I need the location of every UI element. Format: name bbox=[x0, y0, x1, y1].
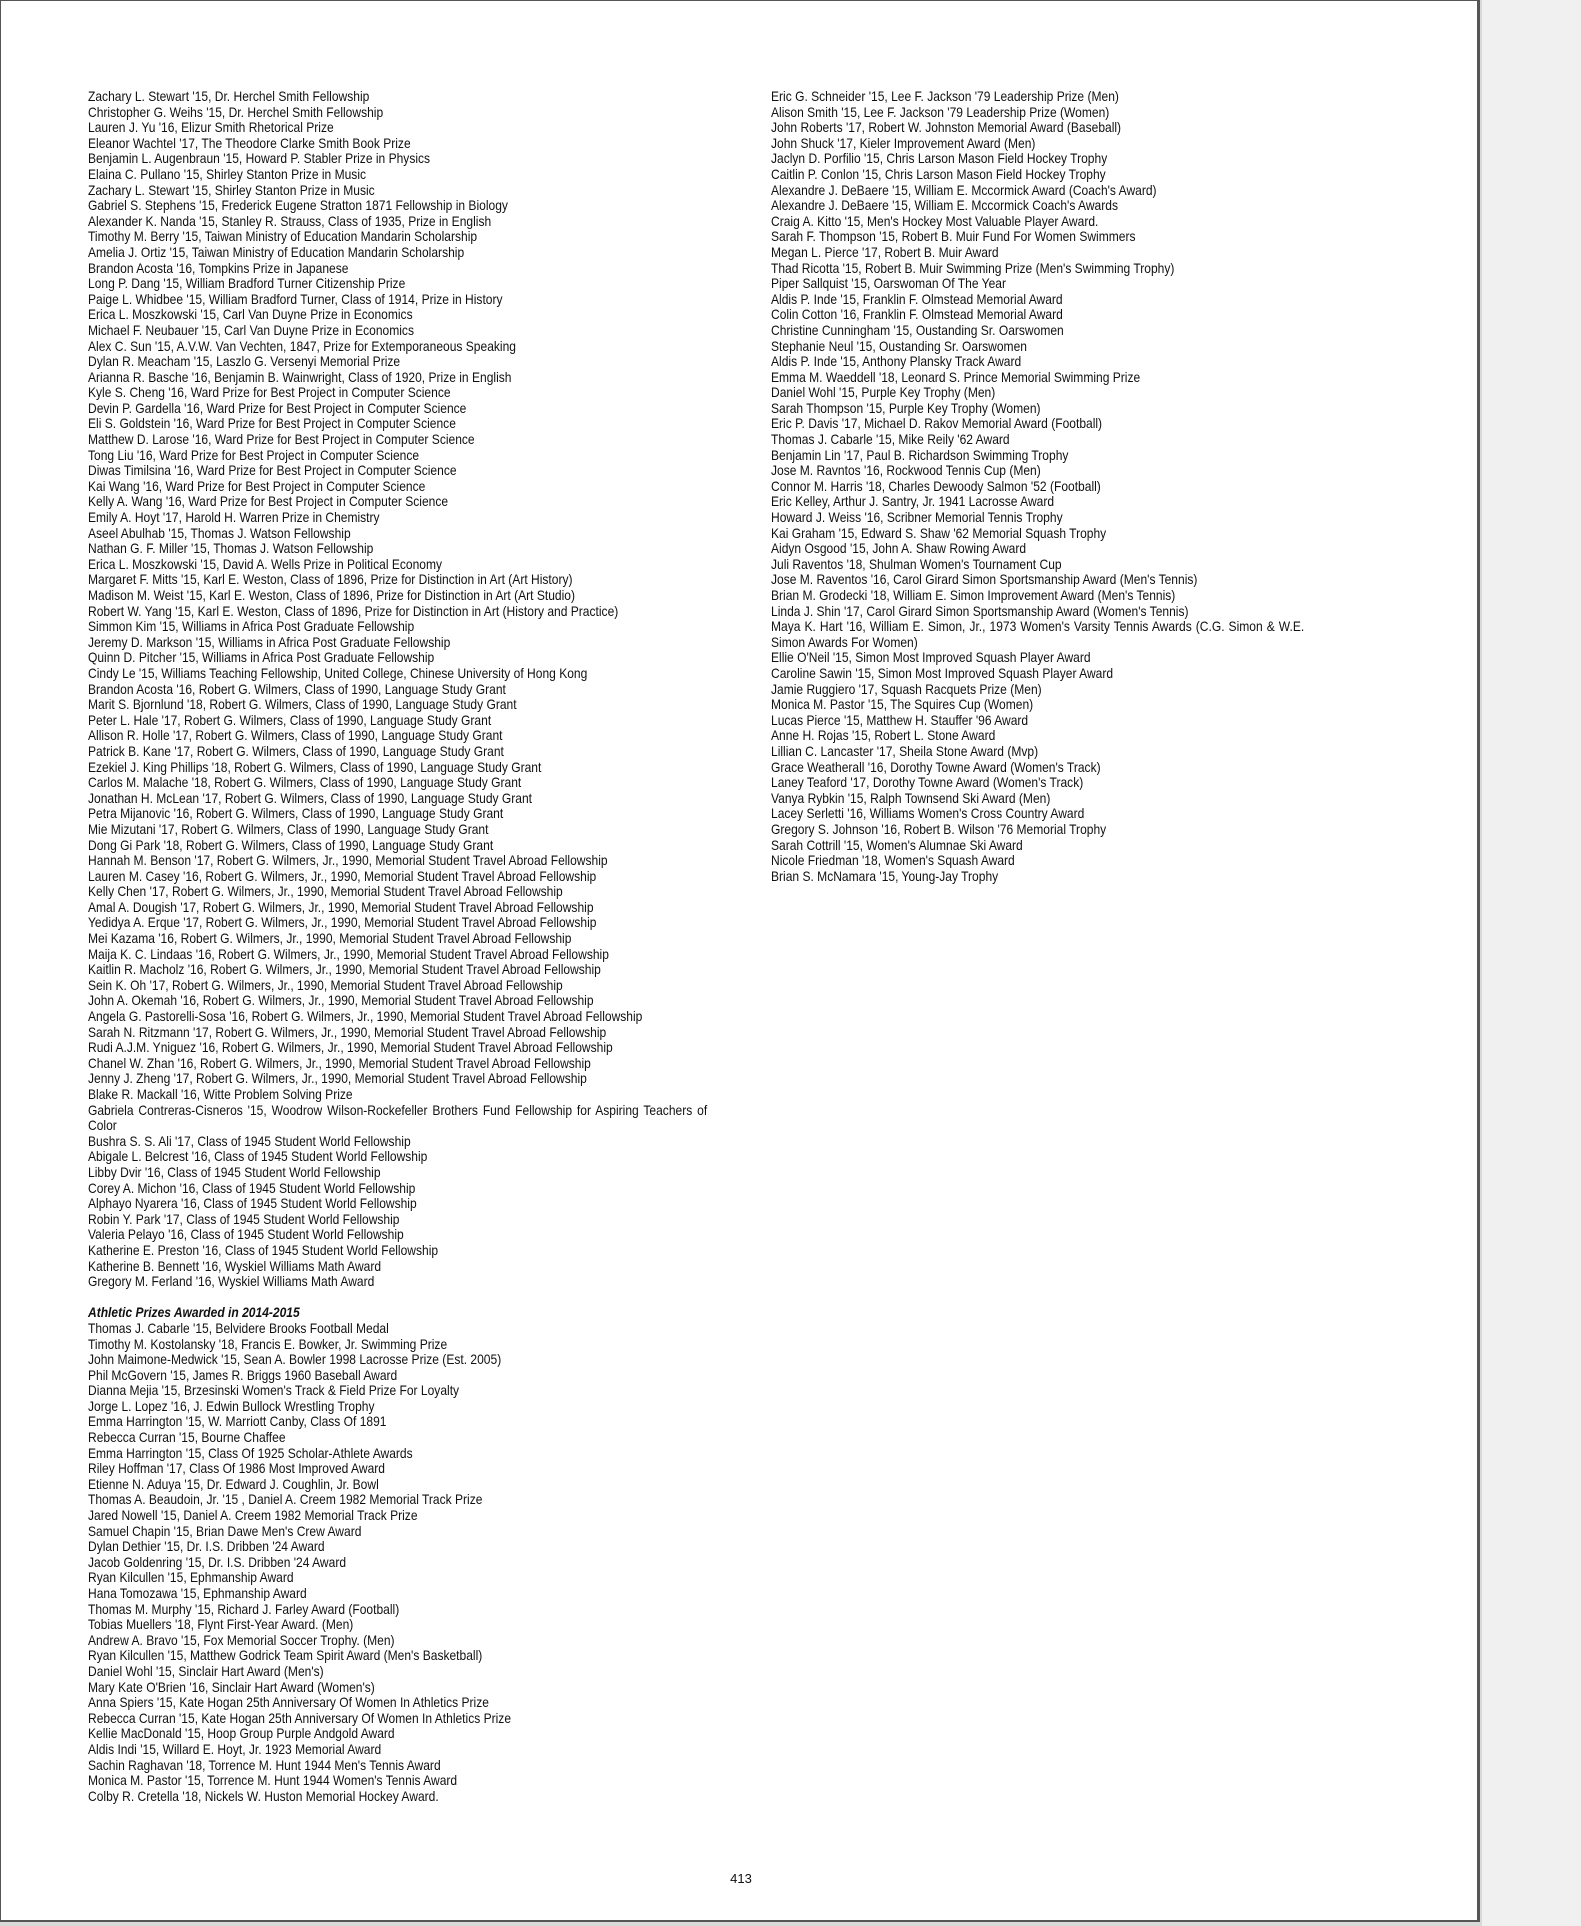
list-item: Rebecca Curran '15, Bourne Chaffee bbox=[88, 1429, 286, 1446]
list-item: Jaclyn D. Porfilio '15, Chris Larson Mason Field Hockey Trophy bbox=[771, 150, 1108, 167]
list-item: Lucas Pierce '15, Matthew H. Stauffer '96 Award bbox=[771, 711, 1029, 728]
list-item: Madison M. Weist '15, Karl E. Weston, Class of 1896, Prize for Distinction in Art (Art Studio) bbox=[88, 587, 575, 603]
list-item: Brian S. McNamara '15, Young-Jay Trophy bbox=[771, 867, 999, 884]
list-item: Brian M. Grodecki '18, William E. Simon Improvement Award (Men's Tennis) bbox=[771, 587, 1176, 603]
list-item: Thomas M. Murphy '15, Richard J. Farley Award (Football) bbox=[88, 1600, 400, 1617]
list-item: Laney Teaford '17, Dorothy Towne Award (Women's Track) bbox=[771, 774, 1084, 791]
athletic-prizes-heading: Athletic Prizes Awarded in 2014-2015 bbox=[88, 1304, 300, 1321]
list-item: Tong Liu '16, Ward Prize for Best Project in Computer Science bbox=[88, 446, 420, 463]
list-item: Paige L. Whidbee '15, William Bradford Turner, Class of 1914, Prize in History bbox=[88, 290, 503, 307]
list-item: Thad Ricotta '15, Robert B. Muir Swimming Prize (Men's Swimming Trophy) bbox=[771, 259, 1175, 276]
list-item: Aldis P. Inde '15, Anthony Plansky Track Award bbox=[771, 353, 1022, 370]
list-item: John Shuck '17, Kieler Improvement Award (Men) bbox=[771, 134, 1036, 151]
list-item: Mei Kazama '16, Robert G. Wilmers, Jr., 1990, Memorial Student Travel Abroad Fellowship bbox=[88, 930, 572, 947]
list-item: Sarah Cottrill '15, Women's Alumnae Ski Award bbox=[771, 836, 1023, 853]
list-item: Allison R. Holle '17, Robert G. Wilmers, Class of 1990, Language Study Grant bbox=[88, 727, 503, 744]
list-item: Hana Tomozawa '15, Ephmanship Award bbox=[88, 1585, 307, 1601]
list-item: Eric G. Schneider '15, Lee F. Jackson '79 Leadership Prize (Men) bbox=[771, 88, 1119, 104]
list-item: Lauren M. Casey '16, Robert G. Wilmers, Jr., 1990, Memorial Student Travel Abroad Fellowship bbox=[88, 867, 597, 884]
list-item: John Roberts '17, Robert W. Johnston Memorial Award (Baseball) bbox=[771, 119, 1122, 136]
list-item: Thomas A. Beaudoin, Jr. '15 , Daniel A. Creem 1982 Memorial Track Prize bbox=[88, 1491, 483, 1508]
list-item: Zachary L. Stewart '15, Shirley Stanton Prize in Music bbox=[88, 181, 375, 198]
list-item: Gregory S. Johnson '16, Robert B. Wilson '76 Memorial Trophy bbox=[771, 820, 1107, 837]
list-item: Dylan R. Meacham '15, Laszlo G. Versenyi Memorial Prize bbox=[88, 353, 401, 370]
list-item: Gregory M. Ferland '16, Wyskiel Williams Math Award bbox=[88, 1273, 375, 1290]
list-item: Erica L. Moszkowski '15, David A. Wells Prize in Political Economy bbox=[88, 555, 443, 572]
list-item: Devin P. Gardella '16, Ward Prize for Best Project in Computer Science bbox=[88, 399, 467, 416]
list-item: Zachary L. Stewart '15, Dr. Herchel Smith Fellowship bbox=[88, 88, 370, 104]
list-item: Colin Cotton '16, Franklin F. Olmstead Memorial Award bbox=[771, 306, 1063, 323]
list-item: Kyle S. Cheng '16, Ward Prize for Best Project in Computer Science bbox=[88, 384, 451, 401]
list-item: Christopher G. Weihs '15, Dr. Herchel Smith Fellowship bbox=[88, 103, 384, 120]
list-item: John A. Okemah '16, Robert G. Wilmers, Jr., 1990, Memorial Student Travel Abroad Fellowship bbox=[88, 992, 594, 1009]
list-item: Anna Spiers '15, Kate Hogan 25th Anniversary Of Women In Athletics Prize bbox=[88, 1694, 489, 1711]
list-item: Emma Harrington '15, W. Marriott Canby, Class Of 1891 bbox=[88, 1413, 387, 1430]
list-item: Alexandre J. DeBaere '15, William E. Mccormick Award (Coach's Award) bbox=[771, 181, 1157, 198]
right-column bbox=[771, 89, 1407, 884]
list-item: Stephanie Neul '15, Oustanding Sr. Oarswomen bbox=[771, 337, 1027, 354]
list-item: Thomas J. Cabarle '15, Belvidere Brooks Football Medal bbox=[88, 1319, 389, 1336]
list-item: Nicole Friedman '18, Women's Squash Award bbox=[771, 852, 1015, 869]
list-item: Margaret F. Mitts '15, Karl E. Weston, Class of 1896, Prize for Distinction in Art (Art History) bbox=[88, 571, 573, 588]
list-item: Brandon Acosta '16, Robert G. Wilmers, Class of 1990, Language Study Grant bbox=[88, 680, 506, 697]
list-item: Libby Dvir '16, Class of 1945 Student World Fellowship bbox=[88, 1163, 381, 1180]
list-item: Andrew A. Bravo '15, Fox Memorial Soccer Trophy. (Men) bbox=[88, 1631, 395, 1648]
list-item: Gabriel S. Stephens '15, Frederick Eugene Stratton 1871 Fellowship in Biology bbox=[88, 197, 508, 214]
list-item: Emily A. Hoyt '17, Harold H. Warren Prize in Chemistry bbox=[88, 509, 380, 526]
list-item: Robert W. Yang '15, Karl E. Weston, Class of 1896, Prize for Distinction in Art (History and Practice) bbox=[88, 602, 619, 619]
list-item: Carlos M. Malache '18, Robert G. Wilmers, Class of 1990, Language Study Grant bbox=[88, 774, 522, 791]
list-item: Corey A. Michon '16, Class of 1945 Student World Fellowship bbox=[88, 1179, 416, 1196]
list-item: Alexandre J. DeBaere '15, William E. Mccormick Coach's Awards bbox=[771, 197, 1118, 214]
list-item: Robin Y. Park '17, Class of 1945 Student World Fellowship bbox=[88, 1210, 400, 1227]
list-item: Jared Nowell '15, Daniel A. Creem 1982 Memorial Track Prize bbox=[88, 1507, 418, 1524]
viewer-gutter bbox=[1482, 0, 1581, 1926]
list-item: Nathan G. F. Miller '15, Thomas J. Watson Fellowship bbox=[88, 540, 374, 557]
list-item: Kelly Chen '17, Robert G. Wilmers, Jr., 1990, Memorial Student Travel Abroad Fellowship bbox=[88, 883, 563, 900]
list-item: Rebecca Curran '15, Kate Hogan 25th Anniversary Of Women In Athletics Prize bbox=[88, 1709, 512, 1726]
list-item: Jenny J. Zheng '17, Robert G. Wilmers, Jr., 1990, Memorial Student Travel Abroad Fellowship bbox=[88, 1070, 587, 1087]
list-item: Jacob Goldenring '15, Dr. I.S. Dribben '24 Award bbox=[88, 1553, 347, 1570]
list-item: Kai Wang '16, Ward Prize for Best Project in Computer Science bbox=[88, 477, 426, 494]
list-item: Rudi A.J.M. Yniguez '16, Robert G. Wilmers, Jr., 1990, Memorial Student Travel Abroad Fellowship bbox=[88, 1039, 613, 1056]
list-item: Aseel Abulhab '15, Thomas J. Watson Fellowship bbox=[88, 524, 351, 541]
list-item: Eric P. Davis '17, Michael D. Rakov Memorial Award (Football) bbox=[771, 415, 1103, 432]
list-item: Amelia J. Ortiz '15, Taiwan Ministry of Education Mandarin Scholarship bbox=[88, 243, 465, 260]
list-item: Emma M. Waeddell '18, Leonard S. Prince Memorial Swimming Prize bbox=[771, 368, 1141, 385]
list-item: Piper Sallquist '15, Oarswoman Of The Year bbox=[771, 275, 1006, 292]
academic-prize-list-3 bbox=[88, 1134, 707, 1290]
list-item: Elaina C. Pullano '15, Shirley Stanton Prize in Music bbox=[88, 165, 367, 182]
list-item: Sarah N. Ritzmann '17, Robert G. Wilmers, Jr., 1990, Memorial Student Travel Abroad Fellowship bbox=[88, 1023, 607, 1040]
list-item: Vanya Rybkin '15, Ralph Townsend Ski Award (Men) bbox=[771, 789, 1051, 806]
list-item: Marit S. Bjornlund '18, Robert G. Wilmers, Class of 1990, Language Study Grant bbox=[88, 696, 517, 713]
list-item: Erica L. Moszkowski '15, Carl Van Duyne Prize in Economics bbox=[88, 306, 413, 323]
page-number: 413 bbox=[730, 1871, 752, 1886]
list-item: Kelly A. Wang '16, Ward Prize for Best Project in Computer Science bbox=[88, 493, 449, 510]
list-item: Abigale L. Belcrest '16, Class of 1945 Student World Fellowship bbox=[88, 1148, 428, 1165]
list-item: Simmon Kim '15, Williams in Africa Post Graduate Fellowship bbox=[88, 618, 415, 635]
list-item: Sachin Raghavan '18, Torrence M. Hunt 1944 Men's Tennis Award bbox=[88, 1756, 441, 1773]
list-item: Long P. Dang '15, William Bradford Turner Citizenship Prize bbox=[88, 275, 406, 292]
list-item: Brandon Acosta '16, Tompkins Prize in Japanese bbox=[88, 259, 349, 276]
list-item: Alex C. Sun '15, A.V.W. Van Vechten, 1847, Prize for Extemporaneous Speaking bbox=[88, 337, 516, 354]
list-item: Linda J. Shin '17, Carol Girard Simon Sportsmanship Award (Women's Tennis) bbox=[771, 602, 1189, 619]
list-item: Sein K. Oh '17, Robert G. Wilmers, Jr., 1990, Memorial Student Travel Abroad Fellowship bbox=[88, 976, 563, 993]
list-item: Juli Raventos '18, Shulman Women's Tournament Cup bbox=[771, 555, 1062, 572]
list-item: Diwas Timilsina '16, Ward Prize for Best Project in Computer Science bbox=[88, 462, 457, 479]
left-column bbox=[88, 89, 707, 1804]
athletic-prize-list-continued bbox=[771, 89, 1407, 619]
list-item: Benjamin L. Augenbraun '15, Howard P. Stabler Prize in Physics bbox=[88, 150, 431, 167]
list-item: Dylan Dethier '15, Dr. I.S. Dribben '24 Award bbox=[88, 1538, 325, 1555]
list-item: Alexander K. Nanda '15, Stanley R. Strauss, Class of 1935, Prize in English bbox=[88, 212, 492, 229]
list-item: Tobias Muellers '18, Flynt First-Year Award. (Men) bbox=[88, 1616, 354, 1633]
list-item: Jamie Ruggiero '17, Squash Racquets Prize (Men) bbox=[771, 680, 1042, 697]
list-item: Blake R. Mackall '16, Witte Problem Solving Prize bbox=[88, 1086, 353, 1102]
wrapped-list-item: Gabriela Contreras-Cisneros '15, Woodrow Wilson-Rockefeller Brothers Fund Fellowship for Aspiring Teachers of Color bbox=[88, 1101, 708, 1134]
list-item: Ryan Kilcullen '15, Ephmanship Award bbox=[88, 1569, 294, 1586]
list-item: Bushra S. S. Ali '17, Class of 1945 Student World Fellowship bbox=[88, 1132, 411, 1149]
list-item: Aldis P. Inde '15, Franklin F. Olmstead Memorial Award bbox=[771, 290, 1063, 307]
list-item: Lacey Serletti '16, Williams Women's Cross Country Award bbox=[771, 805, 1085, 822]
list-item: John Maimone-Medwick '15, Sean A. Bowler 1998 Lacrosse Prize (Est. 2005) bbox=[88, 1351, 502, 1368]
list-item: Lillian C. Lancaster '17, Sheila Stone Award (Mvp) bbox=[771, 742, 1039, 759]
list-item: Craig A. Kitto '15, Men's Hockey Most Valuable Player Award. bbox=[771, 212, 1099, 229]
list-item: Thomas J. Cabarle '15, Mike Reily '62 Award bbox=[771, 431, 1010, 448]
list-item: Katherine E. Preston '16, Class of 1945 Student World Fellowship bbox=[88, 1241, 439, 1258]
list-item: Sarah Thompson '15, Purple Key Trophy (Women) bbox=[771, 399, 1041, 416]
list-item: Eli S. Goldstein '16, Ward Prize for Best Project in Computer Science bbox=[88, 415, 456, 432]
list-item: Caroline Sawin '15, Simon Most Improved Squash Player Award bbox=[771, 664, 1114, 681]
list-item: Connor M. Harris '18, Charles Dewoody Salmon '52 (Football) bbox=[771, 477, 1101, 494]
list-item: Megan L. Pierce '17, Robert B. Muir Award bbox=[771, 243, 999, 260]
list-item: Patrick B. Kane '17, Robert G. Wilmers, Class of 1990, Language Study Grant bbox=[88, 742, 504, 759]
list-item: Mary Kate O'Brien '16, Sinclair Hart Award (Women's) bbox=[88, 1678, 375, 1695]
list-item: Samuel Chapin '15, Brian Dawe Men's Crew Award bbox=[88, 1522, 362, 1539]
list-item: Grace Weatherall '16, Dorothy Towne Award (Women's Track) bbox=[771, 758, 1101, 775]
list-item: Katherine B. Bennett '16, Wyskiel Williams Math Award bbox=[88, 1257, 382, 1274]
athletic-prize-list bbox=[88, 1321, 707, 1804]
list-item: Howard J. Weiss '16, Scribner Memorial Tennis Trophy bbox=[771, 509, 1063, 526]
list-item: Peter L. Hale '17, Robert G. Wilmers, Class of 1990, Language Study Grant bbox=[88, 711, 492, 728]
list-item: Jorge L. Lopez '16, J. Edwin Bullock Wrestling Trophy bbox=[88, 1397, 375, 1414]
section-spacer bbox=[88, 1290, 707, 1306]
list-item: Dong Gi Park '18, Robert G. Wilmers, Class of 1990, Language Study Grant bbox=[88, 836, 494, 853]
list-item: Benjamin Lin '17, Paul B. Richardson Swimming Trophy bbox=[771, 446, 1069, 463]
list-item: Caitlin P. Conlon '15, Chris Larson Mason Field Hockey Trophy bbox=[771, 165, 1106, 182]
list-item: Kai Graham '15, Edward S. Shaw '62 Memorial Squash Trophy bbox=[771, 524, 1107, 541]
list-item: Mie Mizutani '17, Robert G. Wilmers, Class of 1990, Language Study Grant bbox=[88, 820, 489, 837]
list-item: Maija K. C. Lindaas '16, Robert G. Wilmers, Jr., 1990, Memorial Student Travel Abroad Fellowship bbox=[88, 945, 609, 962]
list-item: Alphayo Nyarera '16, Class of 1945 Student World Fellowship bbox=[88, 1195, 417, 1212]
list-item: Jose M. Ravntos '16, Rockwood Tennis Cup (Men) bbox=[771, 462, 1041, 479]
list-item: Eric Kelley, Arthur J. Santry, Jr. 1941 Lacrosse Award bbox=[771, 493, 1055, 510]
list-item: Sarah F. Thompson '15, Robert B. Muir Fund For Women Swimmers bbox=[771, 228, 1136, 245]
list-item: Chanel W. Zhan '16, Robert G. Wilmers, Jr., 1990, Memorial Student Travel Abroad Fellowship bbox=[88, 1054, 591, 1071]
list-item: Christine Cunningham '15, Oustanding Sr. Oarswomen bbox=[771, 321, 1064, 338]
list-item: Ezekiel J. King Phillips '18, Robert G. Wilmers, Class of 1990, Language Study Grant bbox=[88, 758, 542, 775]
list-item: Emma Harrington '15, Class Of 1925 Scholar-Athlete Awards bbox=[88, 1444, 413, 1461]
list-item: Jose M. Raventos '16, Carol Girard Simon Sportsmanship Award (Men's Tennis) bbox=[771, 571, 1198, 588]
wrapped-list-item: Angela G. Pastorelli-Sosa '16, Robert G. Wilmers, Jr., 1990, Memorial Student Travel Abroad Fellowship bbox=[88, 1008, 643, 1025]
list-item: Michael F. Neubauer '15, Carl Van Duyne Prize in Economics bbox=[88, 321, 414, 338]
list-item: Daniel Wohl '15, Purple Key Trophy (Men) bbox=[771, 384, 996, 401]
list-item: Lauren J. Yu '16, Elizur Smith Rhetorical Prize bbox=[88, 119, 334, 136]
list-item: Kaitlin R. Macholz '16, Robert G. Wilmers, Jr., 1990, Memorial Student Travel Abroad Fellowship bbox=[88, 961, 601, 978]
list-item: Petra Mijanovic '16, Robert G. Wilmers, Class of 1990, Language Study Grant bbox=[88, 805, 504, 822]
list-item: Cindy Le '15, Williams Teaching Fellowship, United College, Chinese University of Hong Kong bbox=[88, 664, 588, 681]
list-item: Quinn D. Pitcher '15, Williams in Africa Post Graduate Fellowship bbox=[88, 649, 435, 666]
list-item: Jeremy D. Markson '15, Williams in Africa Post Graduate Fellowship bbox=[88, 633, 451, 650]
list-item: Daniel Wohl '15, Sinclair Hart Award (Men's) bbox=[88, 1662, 324, 1679]
list-item: Amal A. Dougish '17, Robert G. Wilmers, Jr., 1990, Memorial Student Travel Abroad Fellowship bbox=[88, 898, 594, 915]
list-item: Etienne N. Aduya '15, Dr. Edward J. Coughlin, Jr. Bowl bbox=[88, 1475, 379, 1492]
list-item: Colby R. Cretella '18, Nickels W. Huston Memorial Hockey Award. bbox=[88, 1787, 439, 1804]
academic-prize-list bbox=[88, 89, 707, 1009]
list-item: Aidyn Osgood '15, John A. Shaw Rowing Award bbox=[771, 540, 1027, 557]
wrapped-list-item: Maya K. Hart '16, William E. Simon, Jr., 1973 Women's Varsity Tennis Awards (C.G. Simon & W.E. Simon Awards For Women) bbox=[771, 618, 1305, 650]
list-item: Alison Smith '15, Lee F. Jackson '79 Leadership Prize (Women) bbox=[771, 103, 1110, 120]
list-item: Monica M. Pastor '15, Torrence M. Hunt 1944 Women's Tennis Award bbox=[88, 1772, 458, 1789]
list-item: Ellie O'Neil '15, Simon Most Improved Squash Player Award bbox=[771, 649, 1091, 666]
list-item: Phil McGovern '15, James R. Briggs 1960 Baseball Award bbox=[88, 1366, 398, 1383]
list-item: Timothy M. Kostolansky '18, Francis E. Bowker, Jr. Swimming Prize bbox=[88, 1335, 448, 1352]
list-item: Riley Hoffman '17, Class Of 1986 Most Improved Award bbox=[88, 1460, 385, 1477]
list-item: Arianna R. Basche '16, Benjamin B. Wainwright, Class of 1920, Prize in English bbox=[88, 368, 512, 385]
list-item: Monica M. Pastor '15, The Squires Cup (Women) bbox=[771, 696, 1034, 713]
academic-prize-list-2 bbox=[88, 1025, 707, 1103]
list-item: Kellie MacDonald '15, Hoop Group Purple Andgold Award bbox=[88, 1725, 395, 1742]
list-item: Timothy M. Berry '15, Taiwan Ministry of Education Mandarin Scholarship bbox=[88, 228, 478, 245]
list-item: Jonathan H. McLean '17, Robert G. Wilmers, Class of 1990, Language Study Grant bbox=[88, 789, 533, 806]
list-item: Ryan Kilcullen '15, Matthew Godrick Team Spirit Award (Men's Basketball) bbox=[88, 1647, 483, 1664]
list-item: Dianna Mejia '15, Brzesinski Women's Track & Field Prize For Loyalty bbox=[88, 1382, 460, 1399]
list-item: Hannah M. Benson '17, Robert G. Wilmers, Jr., 1990, Memorial Student Travel Abroad Fellowship bbox=[88, 852, 608, 869]
list-item: Matthew D. Larose '16, Ward Prize for Best Project in Computer Science bbox=[88, 431, 475, 448]
list-item: Valeria Pelayo '16, Class of 1945 Student World Fellowship bbox=[88, 1226, 404, 1243]
list-item: Aldis Indi '15, Willard E. Hoyt, Jr. 1923 Memorial Award bbox=[88, 1740, 382, 1757]
athletic-prize-list-continued-2 bbox=[771, 650, 1407, 884]
list-item: Eleanor Wachtel '17, The Theodore Clarke Smith Book Prize bbox=[88, 134, 411, 151]
list-item: Yedidya A. Erque '17, Robert G. Wilmers, Jr., 1990, Memorial Student Travel Abroad Fellowship bbox=[88, 914, 597, 931]
list-item: Anne H. Rojas '15, Robert L. Stone Award bbox=[771, 727, 996, 744]
